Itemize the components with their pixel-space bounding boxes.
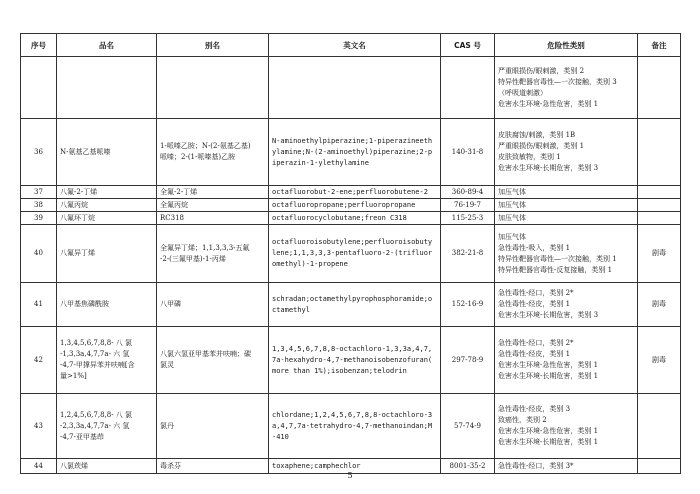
- hazards-line: 危害水生环境-急性危害，类别 1: [498, 427, 599, 435]
- english-name-cell: [269, 119, 441, 186]
- name-line: 八氟丙烷: [60, 200, 88, 209]
- hazards-line: 严重眼损伤/眼刺激，类别 2: [498, 66, 585, 75]
- cas-cell: 57-74-9: [441, 394, 495, 459]
- product-name-cell: [57, 394, 157, 459]
- remarks-cell: [638, 394, 681, 459]
- hazards-line: 致癌性，类别 2: [498, 416, 547, 424]
- hazard-class-cell: [495, 394, 638, 459]
- header-english-name: 英文名: [269, 34, 441, 57]
- alias-cell: [157, 212, 269, 225]
- remarks-cell: [638, 199, 681, 212]
- page-number: 5: [347, 471, 353, 480]
- hazards-line: 加压气体: [498, 232, 526, 241]
- english-line: 7a-hexahydro-4,7-methanoisobenzofuran(: [272, 355, 433, 364]
- header-cas: CAS 号: [441, 34, 495, 57]
- hazards-line: 危害水生环境-急性危害，类别 1: [498, 99, 599, 108]
- serial-cell: 41: [21, 283, 57, 327]
- product-name-cell: [57, 327, 157, 394]
- remarks-cell: 剧毒: [638, 327, 681, 394]
- hazards-line: 危害水生环境-长期危害，类别 3: [498, 311, 599, 319]
- english-line: ylamine;N-(2-aminoethyl)piperazine;2-p: [272, 147, 433, 156]
- serial-cell: 43: [21, 394, 57, 459]
- name-line: -4,7-甲撑异苯并呋喃[含: [60, 361, 135, 369]
- alias-line: 全氟-2-丁烯: [160, 187, 198, 196]
- alias-line: 八氯六氢亚甲基苯并呋喃；碳: [160, 350, 251, 358]
- english-line: toxaphene;camphechlor: [272, 461, 361, 470]
- hazards-line: 危害水生环境-长期危害，类别 3: [498, 164, 599, 172]
- alias-line: 1-哌嗪乙胺；N-(2-氨基乙基): [160, 142, 251, 150]
- alias-line: 八甲磷: [160, 300, 181, 308]
- english-name-cell: [269, 186, 441, 199]
- header-alias: 别名: [157, 34, 269, 57]
- alias-line: 氯灵: [160, 361, 174, 369]
- alias-cell: [157, 57, 269, 119]
- english-name-cell: [269, 283, 441, 327]
- hazard-class-cell: [495, 283, 638, 327]
- english-line: -410: [272, 432, 289, 441]
- name-line: 八氟环丁烷: [60, 213, 95, 222]
- remarks-cell: [638, 119, 681, 186]
- english-line: lene;1,1,3,3,3-pentafluoro-2-(trifluor: [272, 249, 433, 257]
- alias-cell: [157, 327, 269, 394]
- hazards-line: 急性毒性-经口，类别 2*: [498, 289, 574, 297]
- english-name-cell: [269, 57, 441, 119]
- product-name-cell: [57, 186, 157, 199]
- alias-cell: [157, 225, 269, 283]
- english-name-cell: [269, 225, 441, 283]
- english-line: iperazin-1-ylethylamine: [272, 158, 369, 167]
- table-row: [21, 199, 681, 212]
- remarks-cell: [638, 186, 681, 199]
- product-name-cell: [57, 283, 157, 327]
- hazard-class-cell: [495, 119, 638, 186]
- cas-cell: 115-25-3: [441, 212, 495, 225]
- product-name-cell: [57, 57, 157, 119]
- remarks-cell: [638, 57, 681, 119]
- cas-cell: 360-89-4: [441, 186, 495, 199]
- english-line: 1,3,4,5,6,7,8,8-octachloro-1,3,3a,4,7,: [272, 344, 433, 353]
- name-line: -4,7-亚甲基茚: [60, 432, 104, 441]
- hazards-line: 急性毒性-经皮，类别 1: [498, 350, 571, 358]
- cas-cell: 152-16-9: [441, 283, 495, 327]
- hazards-line: 急性毒性-吸入，类别 1: [498, 243, 571, 252]
- alias-line: 毒杀芬: [160, 461, 181, 470]
- alias-cell: [157, 199, 269, 212]
- english-line: octafluoroisobutylene;perfluoroisobuty: [272, 238, 433, 246]
- english-line: octafluoropropane;perfluoropropane: [272, 200, 416, 209]
- english-name-cell: [269, 199, 441, 212]
- cas-cell: 140-31-8: [441, 119, 495, 186]
- table-row: [21, 212, 681, 225]
- serial-cell: 42: [21, 327, 57, 394]
- header-remarks: 备注: [638, 34, 681, 57]
- serial-cell: 39: [21, 212, 57, 225]
- hazards-line: 特异性靶器官毒性—一次接触，类别 1: [498, 254, 617, 263]
- english-line: N-aminoethylpiperazine;1-piperazineeth: [272, 136, 433, 145]
- hazards-line: （呼吸道刺激）: [498, 88, 547, 97]
- hazards-line: 皮肤腐蚀/刺激，类别 1B: [498, 131, 576, 139]
- english-line: chlordane;1,2,4,5,6,7,8,8-octachloro-3: [272, 410, 433, 419]
- serial-cell: 44: [21, 459, 57, 474]
- name-line: N-氨基乙基哌嗪: [60, 147, 111, 156]
- english-line: octafluorocyclobutane;freon C318: [272, 213, 407, 222]
- chemicals-table: [20, 33, 681, 474]
- alias-line: 全氟丙烷: [160, 200, 188, 209]
- hazards-line: 特异性靶器官毒性-反复接触，类别 1: [498, 265, 613, 274]
- name-line: -2,3,3a,4,7,7a- 六 氢: [60, 421, 130, 430]
- cas-cell: 297-78-9: [441, 327, 495, 394]
- alias-cell: [157, 119, 269, 186]
- hazard-class-cell: [495, 225, 638, 283]
- alias-cell: [157, 186, 269, 199]
- cas-cell: 8001-35-2: [441, 459, 495, 474]
- english-line: schradan;octamethylpyrophosphoramide;o: [272, 294, 433, 303]
- hazard-class-cell: [495, 57, 638, 119]
- alias-line: RC318: [160, 213, 184, 222]
- remarks-cell: 剧毒: [638, 225, 681, 283]
- alias-line: 氯丹: [160, 421, 174, 430]
- english-name-cell: [269, 327, 441, 394]
- serial-cell: 40: [21, 225, 57, 283]
- hazards-line: 严重眼损伤/眼刺激，类别 1: [498, 142, 585, 150]
- table-row: [21, 394, 681, 459]
- hazards-line: 特异性靶器官毒性—一次接触，类别 3: [498, 77, 617, 86]
- table-row: [21, 119, 681, 186]
- product-name-cell: [57, 119, 157, 186]
- hazards-line: 加压气体: [498, 200, 526, 209]
- alias-cell: [157, 394, 269, 459]
- header-product-name: 品名: [57, 34, 157, 57]
- table-row: [21, 327, 681, 394]
- alias-line: 全氟异丁烯；1,1,3,3,3-五氟: [160, 243, 250, 252]
- english-line: octafluorobut-2-ene;perfluorobutene-2: [272, 187, 428, 196]
- header-serial: 序号: [21, 34, 57, 57]
- remarks-cell: 剧毒: [638, 283, 681, 327]
- product-name-cell: [57, 199, 157, 212]
- hazards-line: 急性毒性-经口，类别 2*: [498, 339, 574, 347]
- english-line: omethyl)-1-propene: [272, 260, 348, 268]
- hazard-class-cell: [495, 327, 638, 394]
- serial-cell: 36: [21, 119, 57, 186]
- alias-cell: [157, 283, 269, 327]
- name-line: 1,3,4,5,6,7,8,8- 八 氯: [60, 339, 133, 347]
- hazards-line: 急性毒性-经皮，类别 3: [498, 405, 571, 413]
- english-line: more than 1%);isobenzan;telodrin: [272, 366, 407, 375]
- english-name-cell: [269, 212, 441, 225]
- hazards-line: 危害水生环境-长期危害，类别 1: [498, 372, 599, 380]
- hazards-line: 危害水生环境-长期危害，类别 1: [498, 438, 599, 446]
- hazard-class-cell: [495, 186, 638, 199]
- table-row: [21, 283, 681, 327]
- english-line: a,4,7,7a-tetrahydro-4,7-methanoindan;M: [272, 421, 433, 430]
- english-line: ctamethyl: [272, 305, 310, 314]
- name-line: 八氯莰烯: [60, 461, 88, 470]
- cas-cell: 382-21-8: [441, 225, 495, 283]
- remarks-cell: [638, 212, 681, 225]
- cas-cell: [441, 57, 495, 119]
- hazard-class-cell: [495, 199, 638, 212]
- hazards-line: 皮肤致敏物，类别 1: [498, 153, 561, 161]
- name-line: 量>1%]: [60, 372, 87, 380]
- product-name-cell: [57, 225, 157, 283]
- header-hazard-class: 危险性类别: [495, 34, 638, 57]
- table-row: [21, 186, 681, 199]
- product-name-cell: [57, 212, 157, 225]
- name-line: 八甲基焦磷酰胺: [60, 300, 109, 308]
- hazards-line: 急性毒性-经口，类别 3*: [498, 461, 574, 470]
- table-row: [21, 57, 681, 119]
- hazards-line: 加压气体: [498, 213, 526, 222]
- table-row: [21, 225, 681, 283]
- hazards-line: 急性毒性-经皮，类别 1: [498, 300, 571, 308]
- name-line: 八氟-2-丁烯: [60, 187, 98, 196]
- alias-line: 哌嗪；2-(1-哌嗪基)乙胺: [160, 153, 236, 161]
- serial-cell: 37: [21, 186, 57, 199]
- cas-cell: 76-19-7: [441, 199, 495, 212]
- hazard-class-cell: [495, 212, 638, 225]
- name-line: 八氟异丁烯: [60, 249, 95, 257]
- header-row: [21, 34, 681, 57]
- name-line: -1,3,3a,4,7,7a- 六 氢: [60, 350, 130, 358]
- hazards-line: 危害水生环境-急性危害，类别 1: [498, 361, 599, 369]
- hazards-line: 加压气体: [498, 187, 526, 196]
- name-line: 1,2,4,5,6,7,8,8- 八 氯: [60, 410, 133, 419]
- alias-line: -2-(三氟甲基)-1-丙烯: [160, 254, 226, 263]
- serial-cell: 38: [21, 199, 57, 212]
- serial-cell: [21, 57, 57, 119]
- english-name-cell: [269, 394, 441, 459]
